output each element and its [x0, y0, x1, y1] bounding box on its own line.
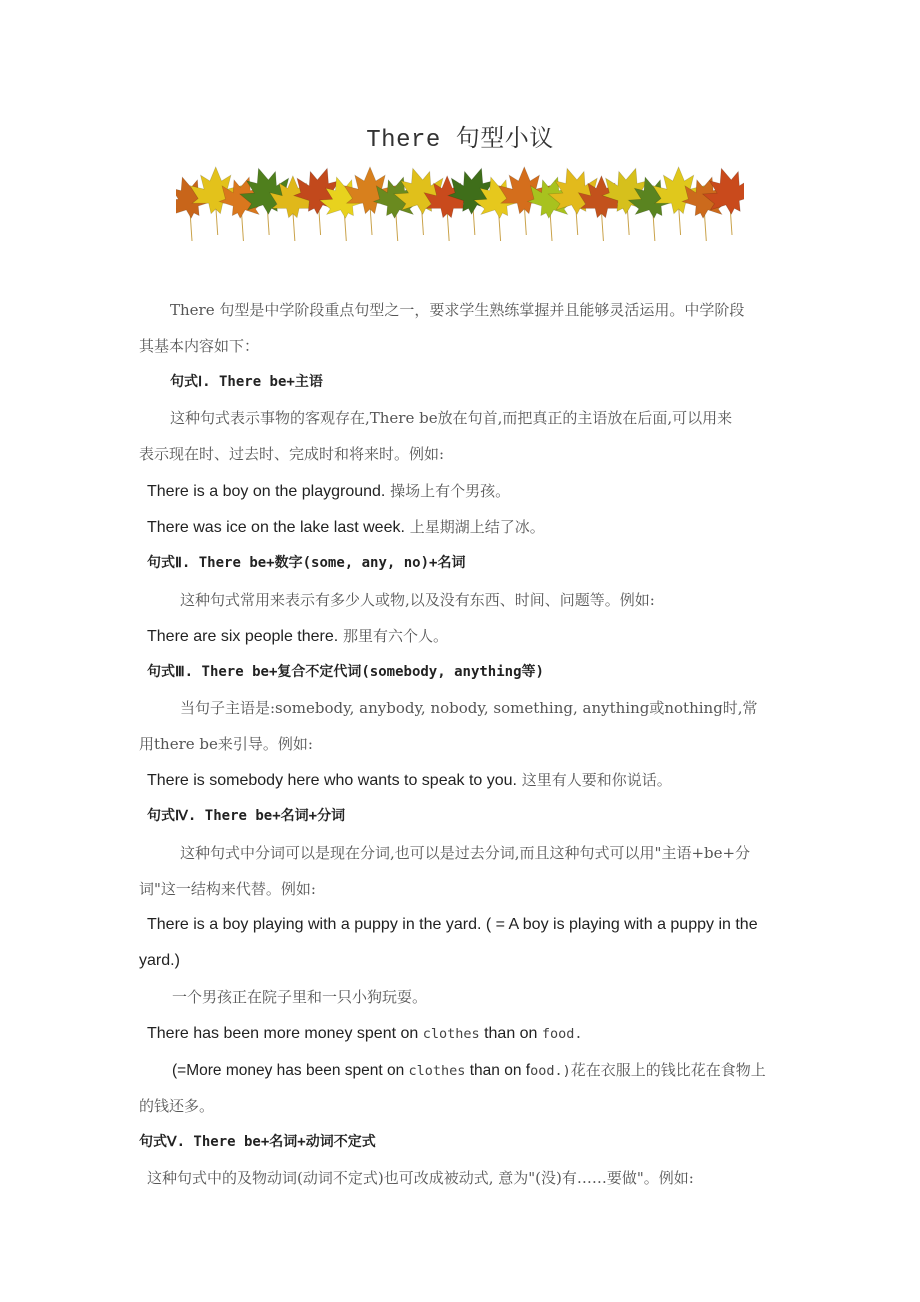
section-1-desc-2: 表示现在时、过去时、完成时和将来时。例如: [139, 445, 445, 463]
example-english: There is a boy on the playground. [147, 483, 386, 500]
example-word-food: food. [541, 1026, 583, 1042]
section-2-example [147, 626, 448, 647]
example-chinese: 上星期湖上结了冰。 [409, 518, 545, 536]
section-2-heading: 句式Ⅱ. There be+数字(some, any, no)+名词 [147, 555, 466, 571]
section-3-heading: 句式Ⅲ. There be+复合不定代词(somebody, anything等) [147, 664, 544, 680]
example-text: (=More money has been spent on [172, 1062, 409, 1079]
section-4-heading: 句式Ⅳ. There be+名词+分词 [147, 808, 346, 824]
example-word-clothes: clothes [422, 1026, 480, 1042]
section-5-heading: 句式Ⅴ. There be+名词+动词不定式 [139, 1134, 376, 1150]
example-english: There are six people there. [147, 628, 339, 645]
example-chinese: 操场上有个男孩。 [390, 482, 511, 500]
example-english: There was ice on the lake last week. [147, 519, 405, 536]
section-1-heading: 句式Ⅰ. There be+主语 [170, 374, 323, 390]
section-2-desc: 这种句式常用来表示有多少人或物,以及没有东西、时间、问题等。例如: [180, 591, 655, 609]
example-chinese: 花在衣服上的钱比花在食物上 [570, 1061, 766, 1079]
example-word-clothes: clothes [408, 1063, 466, 1079]
example-chinese: 那里有六个人。 [343, 627, 449, 645]
section-3-desc-2: 用there be来引导。例如: [139, 735, 313, 753]
section-4-example-1-chinese: 一个男孩正在院子里和一只小狗玩耍。 [172, 988, 428, 1006]
section-5-desc: 这种句式中的及物动词(动词不定式)也可改成被动式, 意为"(没)有……要做"。例如: [147, 1169, 694, 1187]
example-chinese: 这里有人要和你说话。 [521, 771, 672, 789]
example-text: There has been more money spent on [147, 1025, 423, 1042]
section-4-example-2 [147, 1023, 583, 1044]
section-3-example [147, 770, 672, 791]
maple-leaf-border-image [176, 164, 744, 246]
section-4-desc-2: 词"这一结构来代替。例如: [139, 880, 316, 898]
section-4-example-3 [172, 1060, 766, 1081]
section-4-desc-1: 这种句式中分词可以是现在分词,也可以是过去分词,而且这种句式可以用"主语+be+分 [180, 844, 751, 862]
example-text: than on [479, 1025, 542, 1042]
section-3-desc-1: 当句子主语是:somebody, anybody, nobody, something, anything或nothing时,常 [180, 699, 758, 717]
intro-line-2: 其基本内容如下： [139, 337, 260, 355]
section-4-example-1-line-2: yard.) [139, 952, 180, 969]
example-word-food: ood.) [530, 1063, 571, 1079]
page-title: There 句型小议 [366, 127, 554, 154]
section-4-example-1-line-1: There is a boy playing with a puppy in the yard. ( = A boy is playing with a puppy in the [147, 916, 758, 933]
section-1-example-1 [147, 481, 510, 502]
section-4-example-3-chinese-cont: 的钱还多。 [139, 1097, 215, 1115]
section-1-desc-1: 这种句式表示事物的客观存在,There be放在句首,而把真正的主语放在后面,可以用来 [170, 409, 733, 427]
example-text: than on f [465, 1062, 531, 1079]
intro-line-1: There 句型是中学阶段重点句型之一，要求学生熟练掌握并且能够灵活运用。中学阶段 [170, 301, 745, 319]
section-1-example-2 [147, 517, 545, 538]
example-english: There is somebody here who wants to speak to you. [147, 772, 517, 789]
